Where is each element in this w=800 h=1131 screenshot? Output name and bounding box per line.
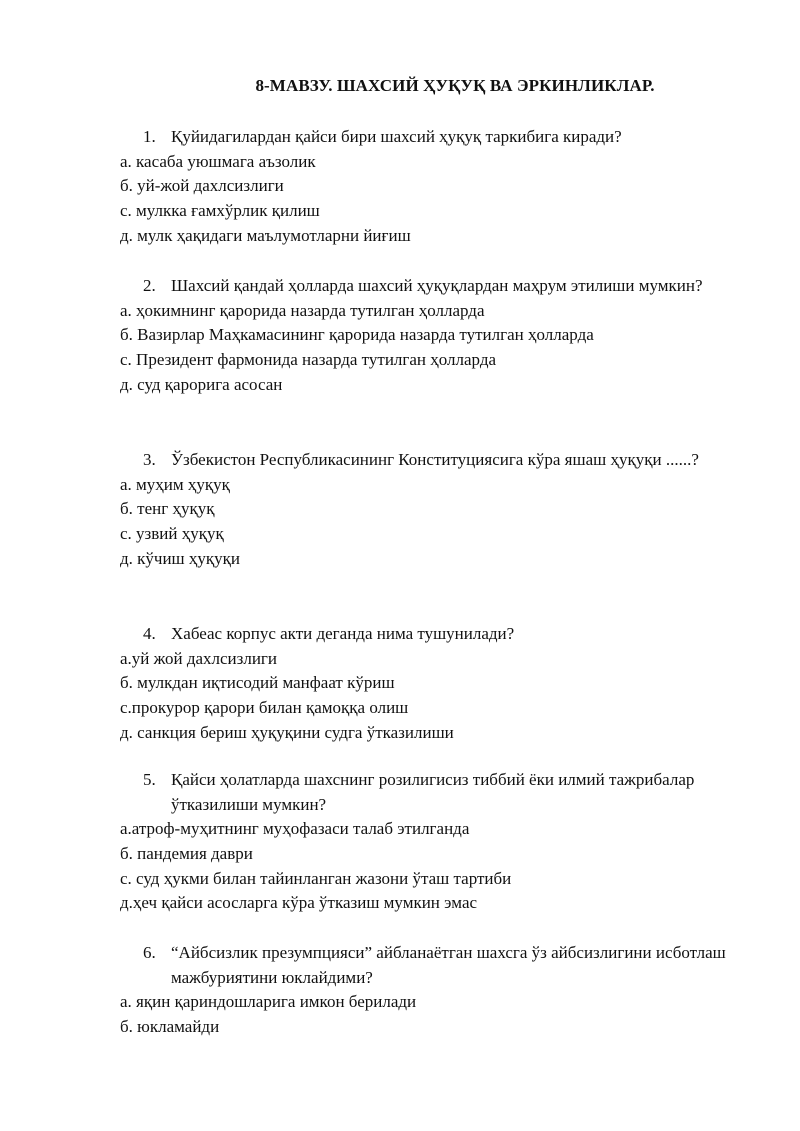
answer-option-a: а. яқин қариндошларига имкон берилади: [120, 992, 417, 1011]
answer-option-d: д. санкция бериш ҳуқуқини судга ўтказилиши: [120, 722, 454, 742]
question-number: 1.: [143, 127, 156, 146]
question-block-6: [0, 941, 800, 1040]
page-title: 8-МАВЗУ. ШАХСИЙ ҲУҚУҚ ВА ЭРКИНЛИКЛАР.: [255, 76, 655, 95]
answer-option-c: с. суд ҳукми билан тайинланган жазони ўташ тартиби: [120, 868, 512, 888]
question-block-2: [0, 274, 800, 398]
question-block-5: [0, 768, 800, 916]
question-number: 2.: [143, 276, 156, 295]
answer-option-b: б. пандемия даври: [120, 843, 253, 863]
question-label: Қайси ҳолатларда шахснинг розилигисиз тиббий ёки илмий тажрибалар ўтказилиши мумкин?: [171, 770, 695, 814]
answer-option-d: д.ҳеч қайси асосларга кўра ўтказиш мумкин эмас: [120, 893, 478, 913]
answer-option-b: б. мулкдан иқтисодий манфаат кўриш: [120, 673, 395, 693]
answer-option-a: а.атроф-муҳитнинг муҳофазаси талаб этилганда: [120, 819, 470, 838]
question-number: 6.: [143, 943, 156, 962]
question-block-4: [0, 622, 800, 746]
question-text: [0, 622, 800, 647]
answer-option-a: а. касаба уюшмага аъзолик: [120, 151, 316, 171]
answer-option-a: а. муҳим ҳуқуқ: [120, 474, 230, 494]
answer-option-b: б. уй-жой дахлсизлиги: [120, 176, 284, 196]
question-text: [0, 274, 800, 299]
question-number: 4.: [143, 624, 156, 643]
question-block-3: [0, 448, 800, 572]
answer-option-d: д. мулк ҳақидаги маълумотларни йиғиш: [120, 225, 411, 245]
question-number: 5.: [143, 770, 156, 789]
answer-option-a: а.уй жой дахлсизлиги: [120, 648, 278, 668]
question-text: [0, 768, 800, 817]
answer-option-c: с.прокурор қарори билан қамоққа олиш: [120, 698, 409, 718]
answer-option-d: д. кўчиш ҳуқуқи: [120, 548, 241, 568]
answer-option-c: с. мулкка ғамхўрлик қилиш: [120, 201, 320, 221]
question-text: [0, 125, 800, 150]
answer-option-b: б. юкламайди: [120, 1016, 220, 1036]
question-text: [0, 941, 800, 990]
question-block-1: [0, 125, 800, 249]
question-label: Шахсий қандай ҳолларда шахсий ҳуқуқлардан маҳрум этилиши мумкин?: [171, 276, 703, 295]
question-label: “Айбсизлик презумпцияси” айбланаётган шахсга ўз айбсизлигини исботлаш мажбуриятини юклайдими?: [171, 943, 726, 987]
question-text: [0, 448, 800, 473]
question-number: 3.: [143, 450, 156, 469]
question-label: Қуйидагилардан қайси бири шахсий ҳуқуқ таркибига киради?: [171, 127, 622, 146]
answer-option-a: а. ҳокимнинг қарорида назарда тутилган ҳолларда: [120, 300, 485, 320]
answer-option-b: б. Вазирлар Маҳкамасининг қарорида назарда тутилган ҳолларда: [120, 325, 594, 345]
question-label: Ўзбекистон Республикасининг Конституциясига кўра яшаш ҳуқуқи ......?: [171, 450, 699, 469]
question-label: Хабеас корпус акти деганда нима тушунилади?: [171, 624, 515, 643]
answer-option-c: с. узвий ҳуқуқ: [120, 524, 224, 544]
answer-option-d: д. суд қарорига асосан: [120, 374, 283, 394]
answer-option-b: б. тенг ҳуқуқ: [120, 499, 215, 519]
answer-option-c: с. Президент фармонида назарда тутилган ҳолларда: [120, 350, 497, 370]
